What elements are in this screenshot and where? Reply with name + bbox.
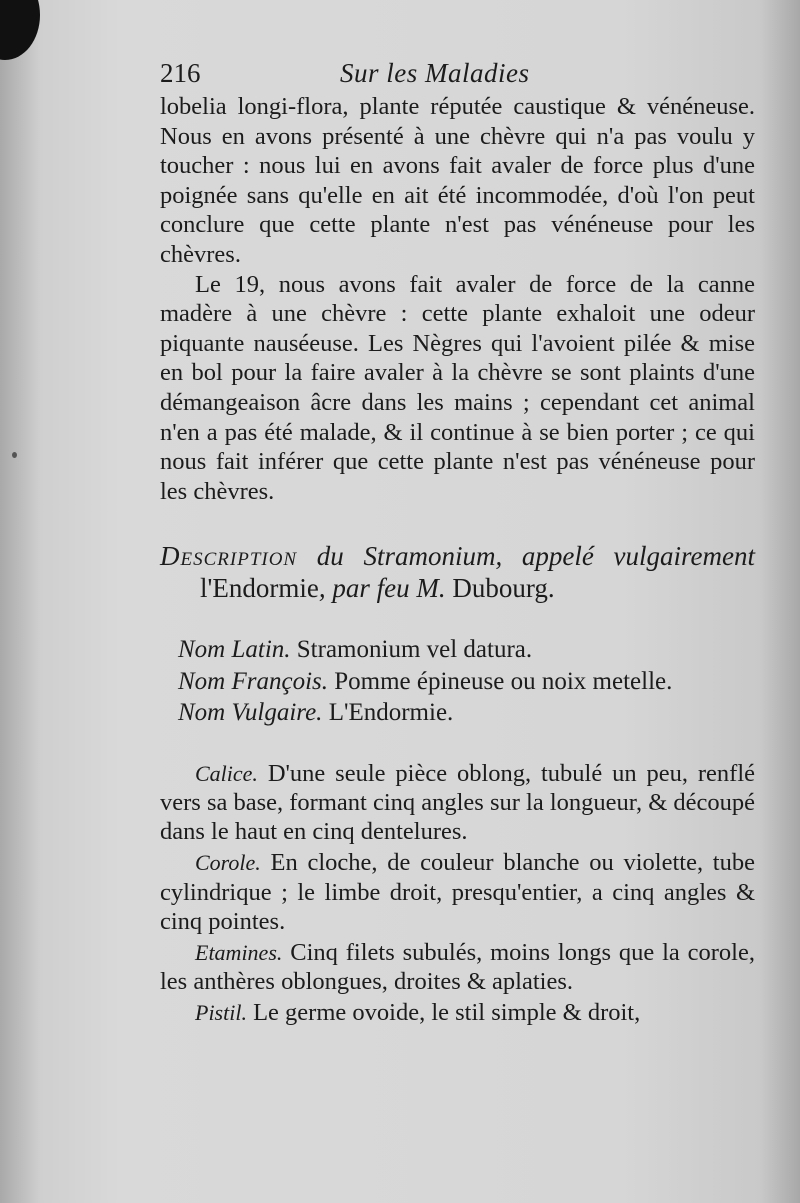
heading-part-2: du Stramonium, appelé vulgairement [297,541,755,572]
page-text-block [160,58,755,1028]
name-francois-value: Pomme épineuse ou noix metelle. [328,667,673,695]
running-head [160,58,755,92]
description-list [160,759,755,1028]
continued-paragraph: lobelia longi-flora, plante réputée caustique & vénéneuse. Nous en avons présenté à une chèvre qui n'a pas voulu y toucher : nous lui en avons fait avaler de force plus d'une poignée sans qu'elle en ait été incommodée, d'où l'on peut conclure que cette plante n'est pas vénéneuse pour les chèvres. [160,93,755,268]
name-vulgaire-value: L'Endormie. [322,699,454,727]
margin-speck [12,452,17,458]
page-number: 216 [160,58,201,88]
heading-part-3: l'Endormie [200,573,319,604]
paragraph-le-19: Le 19, nous avons fait avaler de force de la canne madère à une chèvre : cette plante exhaloit une odeur piquante nauséeuse. Les Nègres qui l'avoient pilée & mise en bol pour la faire avaler à la chèvre se sont plaints d'une démangeaison âcre dans les mains ; cependant cet animal n'en a pas été malade, & il continue à se bien porter ; ce qui nous fait inférer que cette plante n'est pas vénéneuse pour les chèvres. [160,270,755,505]
running-head-title: Sur les Maladies [340,58,530,88]
desc-calice-label: Calice. [195,760,258,786]
names-list [160,634,755,729]
section-heading [160,540,755,604]
desc-calice [160,759,755,847]
heading-word-description: Description [160,541,298,572]
desc-corole [160,848,755,936]
name-francois [160,666,755,698]
name-francois-label: Nom François. [178,667,328,695]
desc-pistil [160,998,755,1027]
name-vulgaire [160,697,755,729]
desc-etamines [160,938,755,996]
name-latin-label: Nom Latin. [178,636,291,664]
desc-etamines-text: Cinq filets subulés, moins longs que la corole, les anthères oblongues, droites & aplaties. [160,939,755,996]
desc-calice-text: D'une seule pièce oblong, tubulé un peu, renflé vers sa base, formant cinq angles sur la longueur, & découpé dans le haut en cinq dentelures. [160,759,755,846]
heading-part-5: Dubourg. [452,573,555,604]
desc-corole-text: En cloche, de couleur blanche ou violette, tube cylindrique ; le limbe droit, presqu'entier, a cinq angles & cinq pointes. [160,849,755,935]
desc-etamines-label: Etamines. [195,940,283,966]
desc-corole-label: Corole. [195,850,261,876]
page-corner-shadow [0,0,40,60]
name-latin [160,634,755,666]
desc-pistil-text: Le germe ovoide, le stil simple & droit, [246,999,641,1027]
heading-part-4: , par feu M. [318,573,453,604]
name-vulgaire-label: Nom Vulgaire. [178,699,323,727]
desc-pistil-label: Pistil. [195,1000,247,1026]
name-latin-value: Stramonium vel datura. [290,636,533,664]
